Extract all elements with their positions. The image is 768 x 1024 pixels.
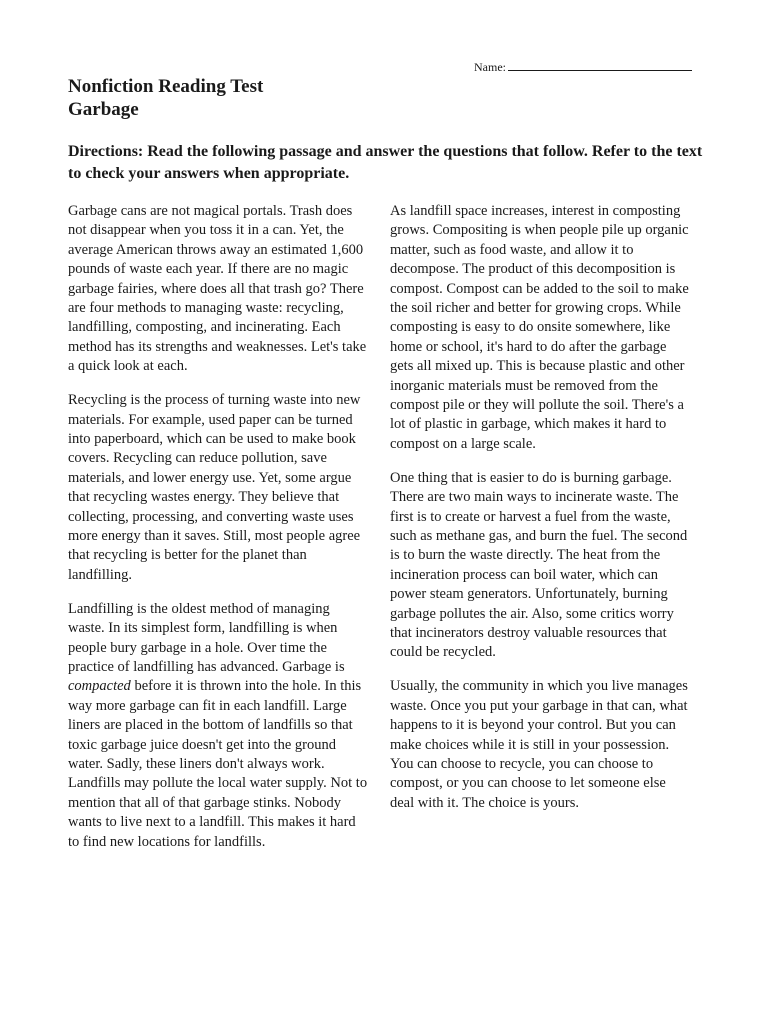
- paragraph-conclusion: Usually, the community in which you live manages waste. Once you put your garbage in that can, what happens to it is beyond your control. But you can make choices while it is still in your possession. You can choose to recycle, you can choose to compost, or you can choose to let someone else deal with it. The choice is yours.: [390, 678, 688, 811]
- directions-text: Read the following passage and answer the questions that follow. Refer to the text to check your answers when appropriate.: [68, 143, 703, 182]
- paragraph-landfilling: [68, 600, 370, 852]
- paragraph-intro: Garbage cans are not magical portals. Trash does not disappear when you toss it in a can. Yet, the average American throws away an estimated 1,600 pounds of waste each year. If there are no magic garbage fairies, where does all that trash go? There are four methods to managing waste: recycling, landfilling, composting, and incinerating. Each method has its strengths and weaknesses. Let's take a quick look at each.: [68, 203, 367, 375]
- name-field: [474, 58, 692, 75]
- paragraph-recycling: Recycling is the process of turning waste into new materials. For example, used paper can be turned into paperboard, which can be used to make book covers. Recycling can reduce pollution, save materials, and lower energy use. Yet, some argue that recycling wastes energy. They believe that collecting, processing, and converting waste uses more energy than it saves. Still, most people agree that recycling is better for the planet than landfilling.: [68, 392, 361, 583]
- paragraph-incinerating: One thing that is easier to do is burning garbage. There are two main ways to incinerate waste. The first is to create or harvest a fuel from the waste, such as methane gas, and burn the fuel. The second is to burn the waste directly. The heat from the incineration process can boil water, which can power steam generators. Unfortunately, burning garbage pollutes the air. Also, some critics worry that incinerators destroy valuable resources that could be recycled.: [390, 469, 688, 661]
- directions-label: Directions:: [68, 143, 144, 160]
- passage-column-right: [390, 202, 692, 828]
- title-line-test: Nonfiction Reading Test: [68, 76, 264, 97]
- landfill-text-part2: before it is thrown into the hole. In this way more garbage can fit in each landfill. Large liners are placed in the bottom of landfills so that toxic garbage juice doesn't get into the ground water. Sadly, these liners don't always work. Landfills may pollute the local water supply. Not to mention that all of that garbage stinks. Nobody wants to live next to a landfill. This makes it hard to find new locations for landfills.: [68, 678, 368, 850]
- name-blank-line[interactable]: [508, 58, 692, 71]
- directions: [68, 141, 718, 185]
- name-label: Name:: [474, 60, 506, 74]
- passage-column-left: [68, 202, 370, 867]
- page-title: [68, 75, 263, 121]
- term-compacted: compacted: [68, 678, 131, 695]
- paragraph-composting: As landfill space increases, interest in composting grows. Compositing is when people pile up organic matter, such as food waste, and allow it to decompose. The product of this decomposition is compost. Compost can be added to the soil to make the soil richer and better for growing crops. While composting is easy to do onsite somewhere, like home or school, it's hard to do after the garbage gets all mixed up. This is because plastic and other inorganic materials must be removed from the compost pile or they will pollute the soil. There's a lot of plastic in garbage, which makes it hard to compost on a large scale.: [390, 203, 689, 452]
- landfill-text-part1: Landfilling is the oldest method of managing waste. In its simplest form, landfilling is when people bury garbage in a hole. Over time the practice of landfilling has advanced. Garbage is: [68, 600, 345, 675]
- title-line-topic: Garbage: [68, 99, 139, 120]
